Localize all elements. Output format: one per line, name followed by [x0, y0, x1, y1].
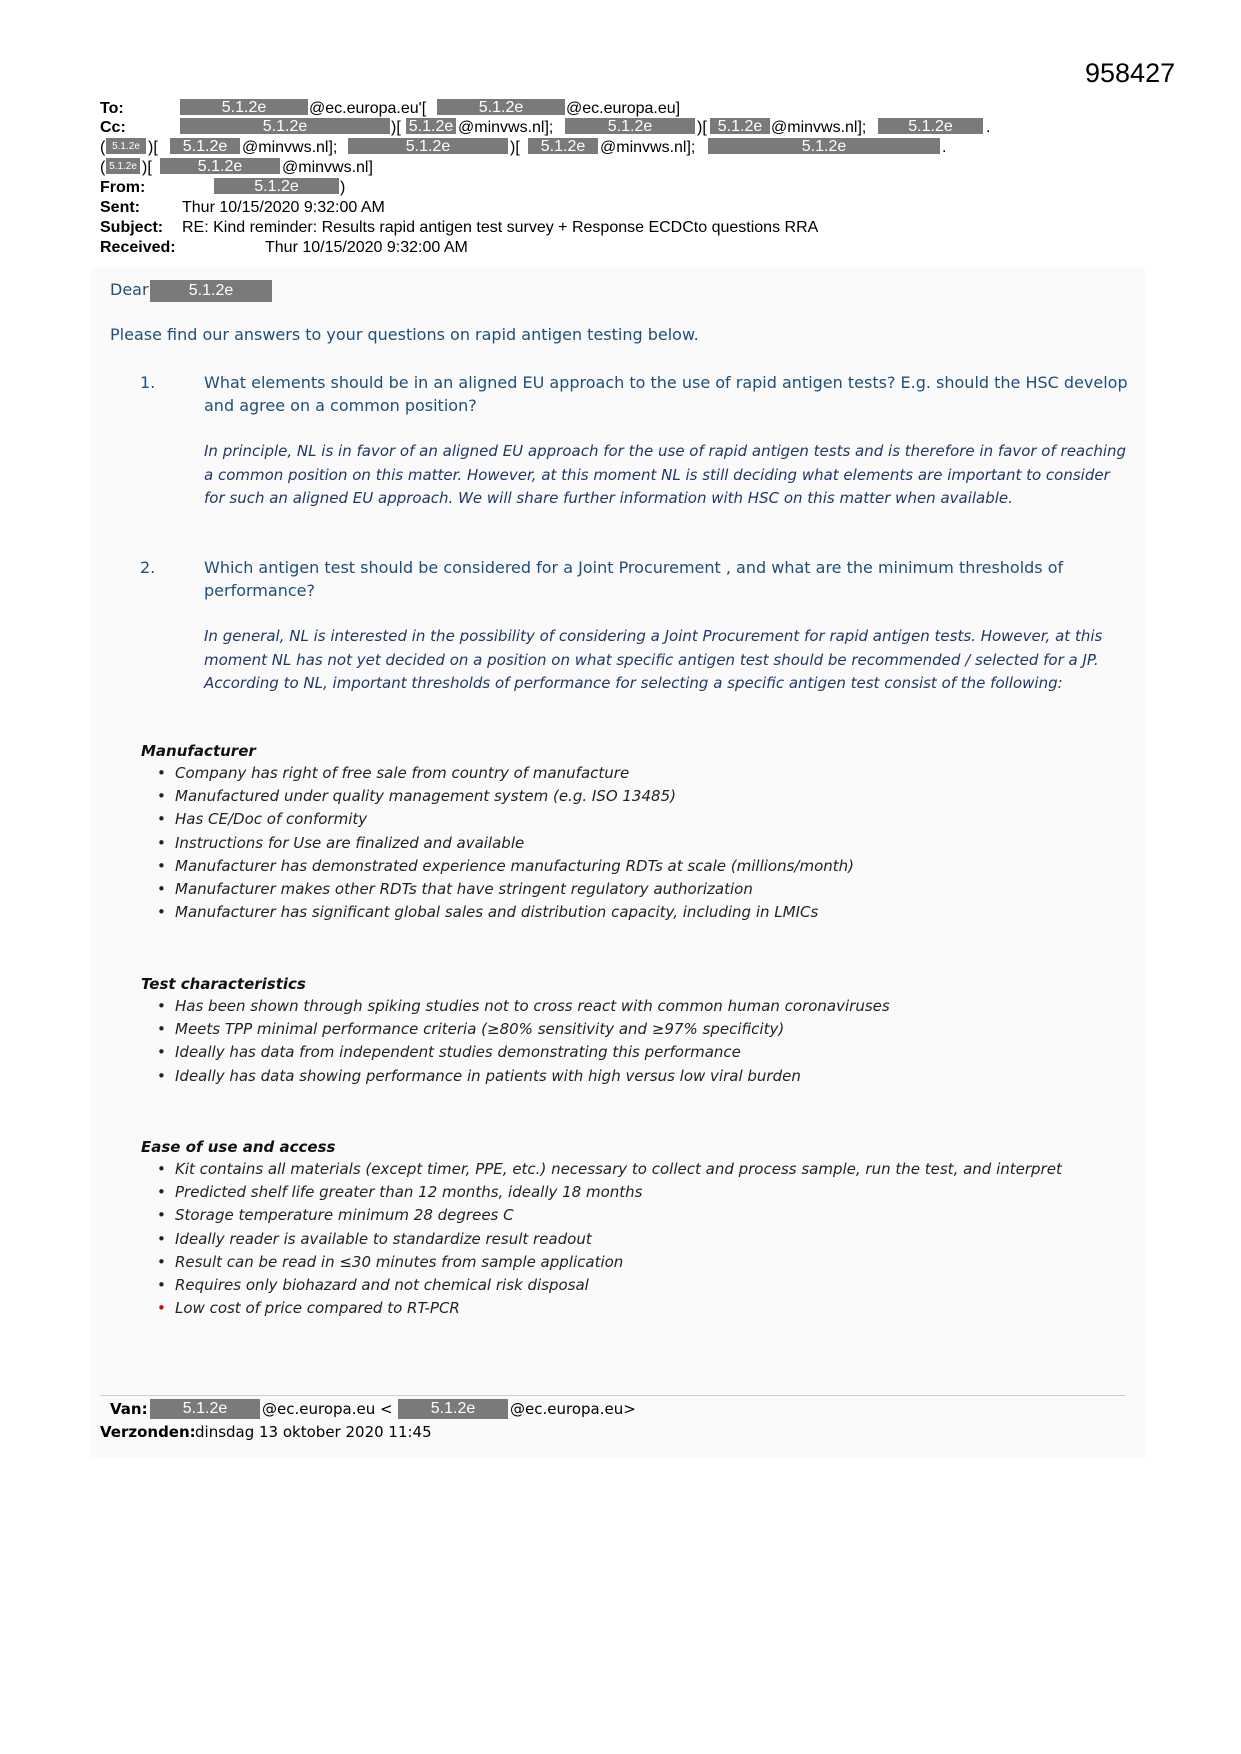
- list-item: • Low cost of price compared to RT-PCR: [175, 1297, 1141, 1320]
- criteria-list: [141, 995, 1141, 1088]
- list-item: • Manufacturer makes other RDTs that have stringent regulatory authorization: [175, 878, 1141, 901]
- cc-sep-1: )[: [391, 119, 401, 136]
- list-item: • Meets TPP minimal performance criteria (≥80% sensitivity and ≥97% specificity): [175, 1018, 1141, 1041]
- van-address-2: @ec.europa.eu>: [510, 1400, 636, 1418]
- redaction-box: 5.1.2e: [160, 158, 280, 174]
- document-number: 958427: [1085, 58, 1176, 88]
- criteria-list: [141, 762, 1141, 924]
- received-label: Received:: [100, 239, 176, 256]
- redaction-box: 5.1.2e: [106, 158, 140, 174]
- list-item: • Result can be read in ≤30 minutes from sample application: [175, 1251, 1141, 1274]
- list-item: • Ideally has data showing performance in patients with high versus low viral burden: [175, 1065, 1141, 1088]
- answer-1: In principle, NL is in favor of an aligned EU approach for the use of rapid antigen tests and is therefore in favor of reaching a common position on this matter. However, at this moment NL is still deciding what elements are important to consider for such an aligned EU approach. We will share further information with HSC on this matter when available.: [204, 442, 1127, 507]
- cc-line3-end: .: [942, 139, 947, 156]
- list-item: • Company has right of free sale from country of manufacture: [175, 762, 1141, 785]
- section-title: Manufacturer: [141, 742, 256, 760]
- cc-line3-open: (: [100, 139, 106, 156]
- received-value: Thur 10/15/2020 9:32:00 AM: [265, 239, 468, 256]
- cc-line4-sep: )[: [142, 159, 152, 176]
- section-test-characteristics: [141, 975, 1141, 1088]
- redaction-box: 5.1.2e: [180, 99, 308, 115]
- intro-text: Please find our answers to your questions on rapid antigen testing below.: [110, 325, 699, 344]
- list-item: • Predicted shelf life greater than 12 months, ideally 18 months: [175, 1181, 1141, 1204]
- van-address-1: @ec.europa.eu <: [262, 1400, 393, 1418]
- to-address-1: @ec.europa.eu'[: [309, 100, 427, 117]
- criteria-list: [141, 1158, 1141, 1320]
- section-title: Test characteristics: [141, 975, 306, 993]
- redaction-box: 5.1.2e: [565, 118, 695, 134]
- redaction-box: 5.1.2e: [180, 118, 390, 134]
- question-number: 1.: [140, 373, 156, 392]
- question-number: 2.: [140, 558, 156, 577]
- answer-2: In general, NL is interested in the possibility of considering a Joint Procurement for rapid antigen tests. However, at this moment NL has not yet decided on a position on what specific antigen test should be recommended / selected for a JP. According to NL, important thresholds of performance for selecting a specific antigen test consist of the following:: [204, 627, 1103, 692]
- section-manufacturer: [141, 742, 1141, 924]
- from-label: From:: [100, 179, 146, 196]
- list-item: • Has been shown through spiking studies not to cross react with common human coronaviruses: [175, 995, 1141, 1018]
- verzonden-value: dinsdag 13 oktober 2020 11:45: [195, 1423, 432, 1441]
- cc-line3-sep-2: )[: [510, 139, 520, 156]
- redaction-box: 5.1.2e: [150, 1399, 260, 1419]
- from-close: ): [340, 179, 346, 196]
- section-ease-of-use: [141, 1138, 1141, 1320]
- list-item: • Instructions for Use are finalized and available: [175, 832, 1141, 855]
- list-item: • Requires only biohazard and not chemical risk disposal: [175, 1274, 1141, 1297]
- redaction-box: 5.1.2e: [710, 118, 770, 134]
- cc-line4-address: @minvws.nl]: [282, 159, 373, 176]
- redaction-box: 5.1.2e: [214, 178, 339, 194]
- redaction-box: 5.1.2e: [398, 1399, 508, 1419]
- question-text: Which antigen test should be considered for a Joint Procurement , and what are the minimum thresholds of performance?: [204, 558, 1064, 600]
- sent-value: Thur 10/15/2020 9:32:00 AM: [182, 199, 385, 216]
- to-row: [100, 100, 124, 118]
- list-item: • Manufacturer has demonstrated experience manufacturing RDTs at scale (millions/month): [175, 855, 1141, 878]
- list-item: • Ideally reader is available to standardize result readout: [175, 1228, 1141, 1251]
- to-address-2: @ec.europa.eu]: [566, 100, 681, 117]
- redaction-box: 5.1.2e: [170, 138, 240, 154]
- question-1: [110, 371, 1128, 421]
- to-label: To:: [100, 100, 124, 117]
- list-item: • Ideally has data from independent studies demonstrating this performance: [175, 1041, 1141, 1064]
- divider: [100, 1395, 1125, 1396]
- subject-label: Subject:: [100, 219, 164, 236]
- cc-end: .: [986, 119, 991, 136]
- question-text: What elements should be in an aligned EU approach to the use of rapid antigen tests? E.g. should the HSC develop and agree on a common position?: [204, 373, 1128, 415]
- redaction-box: 5.1.2e: [708, 138, 940, 154]
- redaction-box: 5.1.2e: [406, 118, 456, 134]
- list-item: • Manufacturer has significant global sales and distribution capacity, including in LMICs: [175, 901, 1141, 924]
- cc-line4-open: (: [100, 159, 106, 176]
- list-item: • Storage temperature minimum 28 degrees C: [175, 1204, 1141, 1227]
- question-2: [110, 556, 1120, 606]
- redaction-box: 5.1.2e: [437, 99, 565, 115]
- cc-address-2: @minvws.nl];: [771, 119, 867, 136]
- cc-line3-sep-1: )[: [148, 139, 158, 156]
- subject-value: RE: Kind reminder: Results rapid antigen test survey + Response ECDCto questions RRA: [182, 219, 819, 236]
- section-title: Ease of use and access: [141, 1138, 336, 1156]
- list-item: • Manufactured under quality management system (e.g. ISO 13485): [175, 785, 1141, 808]
- cc-line3-address-2: @minvws.nl];: [600, 139, 696, 156]
- redaction-box: 5.1.2e: [878, 118, 983, 134]
- cc-line3-address-1: @minvws.nl];: [242, 139, 338, 156]
- redaction-box: 5.1.2e: [528, 138, 598, 154]
- redaction-box: 5.1.2e: [150, 280, 272, 302]
- redaction-box: 5.1.2e: [106, 138, 146, 154]
- list-item: • Has CE/Doc of conformity: [175, 808, 1141, 831]
- cc-sep-2: )[: [697, 119, 707, 136]
- cc-address-1: @minvws.nl];: [458, 119, 554, 136]
- van-label: Van:: [110, 1400, 148, 1418]
- sent-label: Sent:: [100, 199, 140, 216]
- redaction-box: 5.1.2e: [348, 138, 508, 154]
- cc-label: Cc:: [100, 119, 126, 136]
- greeting: Dear: [110, 280, 149, 299]
- verzonden-label: Verzonden:: [100, 1423, 196, 1441]
- list-item: • Kit contains all materials (except timer, PPE, etc.) necessary to collect and process sample, run the test, and interpret: [175, 1158, 1141, 1181]
